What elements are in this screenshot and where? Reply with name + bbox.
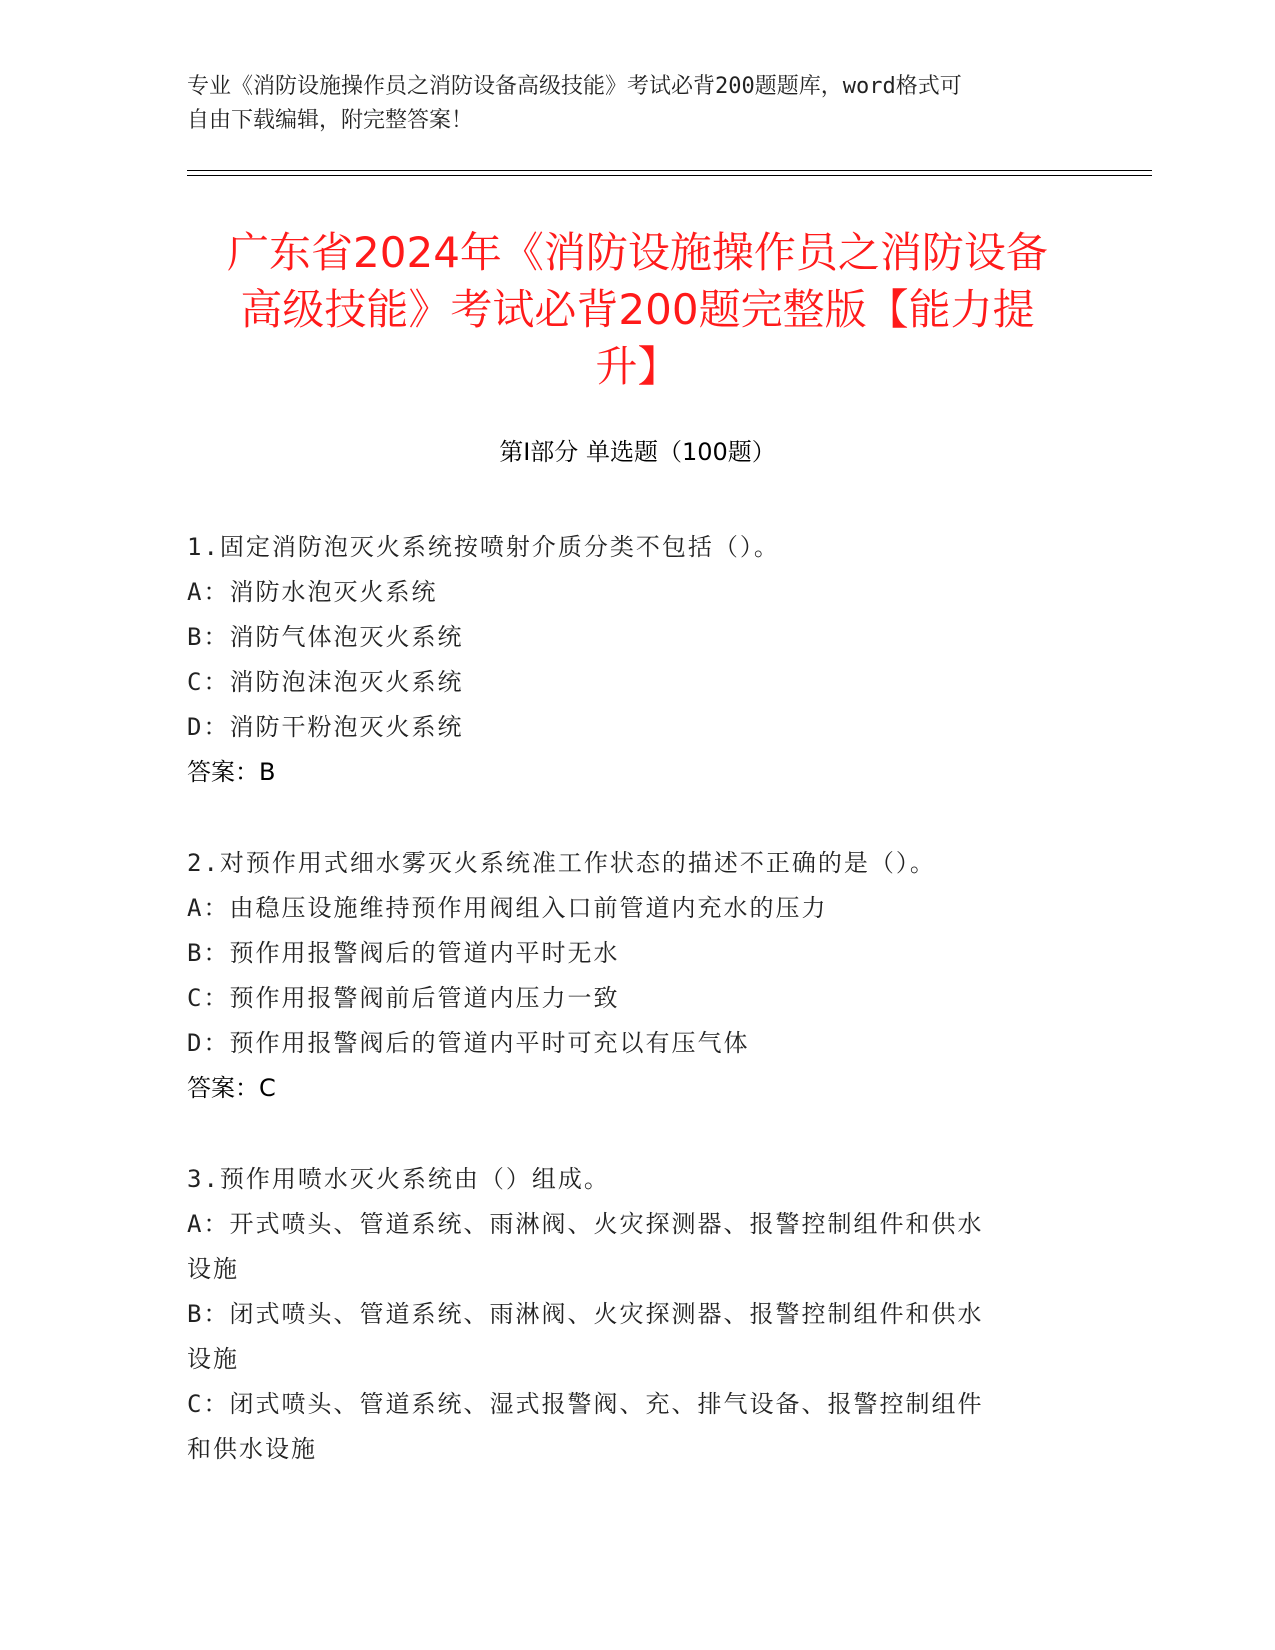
option-b: B：闭式喷头、管道系统、雨淋阀、火灾探测器、报警控制组件和供水 <box>187 1300 984 1328</box>
option-b-continued: 设施 <box>187 1345 239 1373</box>
option-b: B：预作用报警阀后的管道内平时无水 <box>187 939 620 967</box>
header-line-1: 专业《消防设施操作员之消防设备高级技能》考试必背200题题库，word格式可 <box>187 74 962 99</box>
title-line-2: 高级技能》考试必背200题完整版【能力提 <box>240 285 1035 334</box>
question-stem: 2.对预作用式细水雾灭火系统准工作状态的描述不正确的是（）。 <box>187 849 936 877</box>
page-header <box>187 70 1087 138</box>
title-line-3: 升】 <box>595 342 680 391</box>
option-a: A：消防水泡灭火系统 <box>187 578 438 606</box>
question-stem: 1.固定消防泡灭火系统按喷射介质分类不包括（）。 <box>187 533 780 561</box>
section-heading: 第Ⅰ部分 单选题（100题） <box>499 438 776 466</box>
option-a-continued: 设施 <box>187 1255 239 1283</box>
option-b: B：消防气体泡灭火系统 <box>187 623 464 651</box>
option-d: D：预作用报警阀后的管道内平时可充以有压气体 <box>187 1029 750 1057</box>
title-line-1: 广东省2024年《消防设施操作员之消防设备 <box>227 228 1048 277</box>
question-1 <box>187 525 1087 795</box>
answer-label: 答案：C <box>187 1074 276 1102</box>
question-2 <box>187 841 1087 1111</box>
option-c: C：消防泡沫泡灭火系统 <box>187 668 464 696</box>
header-rule-top <box>187 170 1152 171</box>
option-a: A：由稳压设施维持预作用阀组入口前管道内充水的压力 <box>187 894 828 922</box>
option-c: C：闭式喷头、管道系统、湿式报警阀、充、排气设备、报警控制组件 <box>187 1390 984 1418</box>
question-list <box>187 525 1087 1518</box>
option-a: A：开式喷头、管道系统、雨淋阀、火灾探测器、报警控制组件和供水 <box>187 1210 984 1238</box>
document-title <box>140 224 1135 395</box>
header-line-2: 自由下载编辑，附完整答案！ <box>187 108 474 133</box>
header-rule-bottom <box>187 175 1152 176</box>
option-c-continued: 和供水设施 <box>187 1435 317 1463</box>
answer-label: 答案：B <box>187 758 276 786</box>
question-3 <box>187 1157 1087 1472</box>
option-d: D：消防干粉泡灭火系统 <box>187 713 464 741</box>
option-c: C：预作用报警阀前后管道内压力一致 <box>187 984 620 1012</box>
question-stem: 3.预作用喷水灭火系统由（）组成。 <box>187 1165 610 1193</box>
